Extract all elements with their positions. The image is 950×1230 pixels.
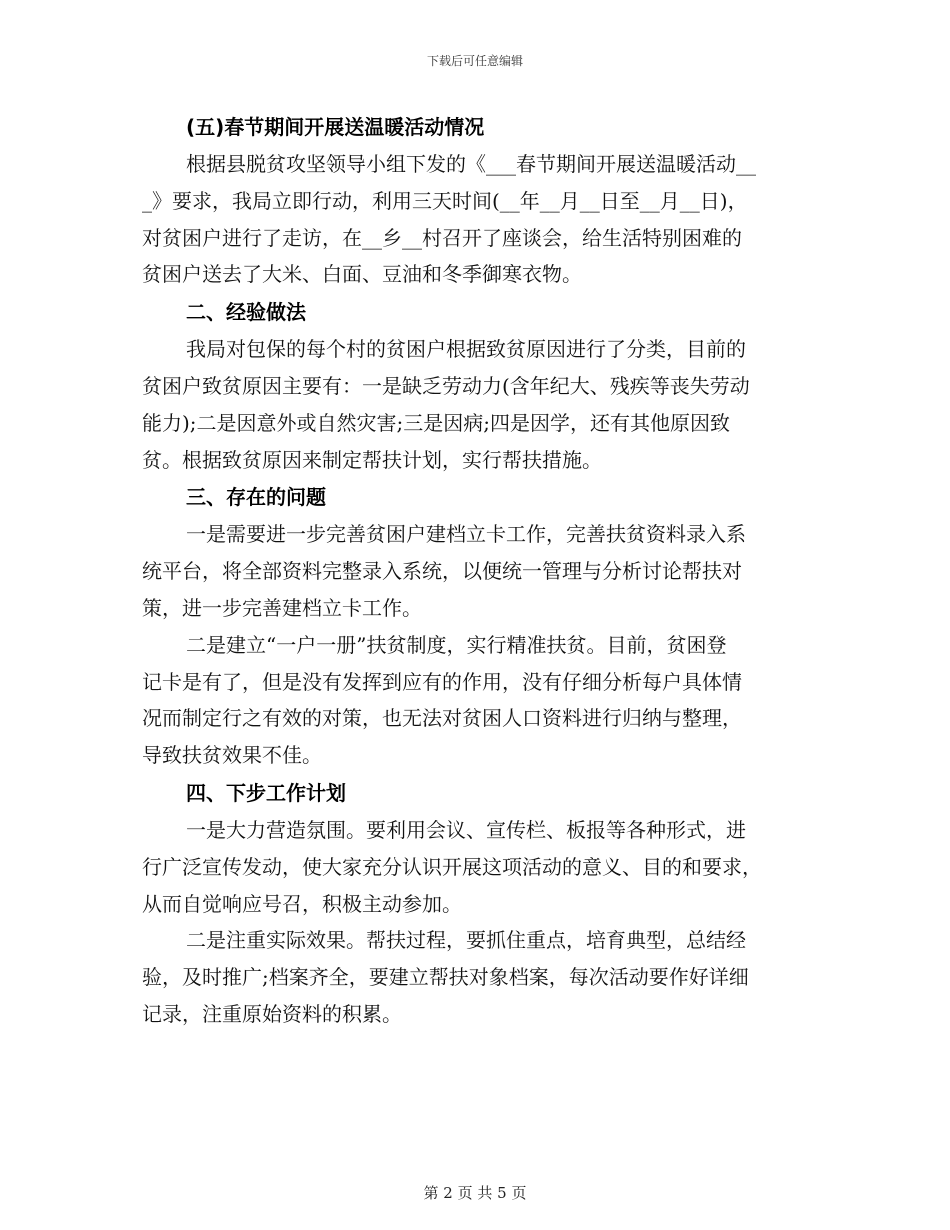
text-line: 导致扶贫效果不佳。 [142, 743, 322, 768]
paragraph [142, 331, 808, 478]
text-line: 贫困户致贫原因主要有：一是缺乏劳动力(含年纪大、残疾等丧失劳动 [142, 373, 750, 398]
page-header: 下载后可任意编辑 [426, 54, 523, 68]
text-line: 记录，注重原始资料的积累。 [142, 1001, 402, 1026]
text-line: 贫。根据致贫原因来制定帮扶计划，实行帮扶措施。 [142, 447, 602, 472]
text-line: 况而制定行之有效的对策，也无法对贫困人口资料进行归纳与整理， [142, 706, 742, 731]
text-line: 贫困户送去了大米、白面、豆油和冬季御寒衣物。 [142, 262, 582, 287]
text-line: 二是注重实际效果。帮扶过程，要抓住重点，培育典型，总结经 [186, 928, 746, 953]
text-line: 统平台，将全部资料完整录入系统，以便统一管理与分析讨论帮扶对 [142, 559, 742, 584]
document-body [142, 108, 808, 1033]
section-heading: (五)春节期间开展送温暖活动情况 [186, 115, 485, 139]
section-heading: 四、下步工作计划 [186, 780, 346, 805]
text-line: 根据县脱贫攻坚领导小组下发的《___春节期间开展送温暖活动__ [186, 152, 756, 176]
text-line: 对贫困户进行了走访，在__乡__村召开了座谈会，给生活特别困难的 [142, 225, 742, 250]
paragraph [142, 812, 808, 922]
section-heading: 二、经验做法 [186, 300, 306, 325]
paragraph [142, 516, 808, 626]
paragraph [142, 627, 808, 774]
text-line: 行广泛宣传发动，使大家充分认识开展这项活动的意义、目的和要求， [142, 854, 762, 879]
text-line: 二是建立“一户一册”扶贫制度，实行精准扶贫。目前，贫困登 [186, 632, 727, 657]
page-footer: 第 2 页 共 5 页 [423, 1184, 527, 1202]
text-line: 一是大力营造氛围。要利用会议、宣传栏、板报等各种形式，进 [186, 817, 746, 842]
text-line: 记卡是有了，但是没有发挥到应有的作用，没有仔细分析每户具体情 [142, 669, 742, 694]
text-line: 能力);二是因意外或自然灾害;三是因病;四是因学，还有其他原因致 [142, 410, 731, 435]
text-line: 一是需要进一步完善贫困户建档立卡工作，完善扶贫资料录入系 [186, 522, 746, 547]
text-line: _》要求，我局立即行动，利用三天时间(__年__月__日至__月__日)， [142, 188, 748, 213]
text-line: 从而自觉响应号召，积极主动参加。 [142, 891, 462, 916]
paragraph [142, 146, 808, 293]
text-line: 策，进一步完善建档立卡工作。 [142, 595, 422, 620]
text-line: 验，及时推广;档案齐全，要建立帮扶对象档案，每次活动要作好详细 [142, 965, 749, 990]
paragraph [142, 922, 808, 1032]
section-heading: 三、存在的问题 [186, 485, 326, 510]
text-line: 我局对包保的每个村的贫困户根据致贫原因进行了分类，目前的 [186, 337, 746, 362]
